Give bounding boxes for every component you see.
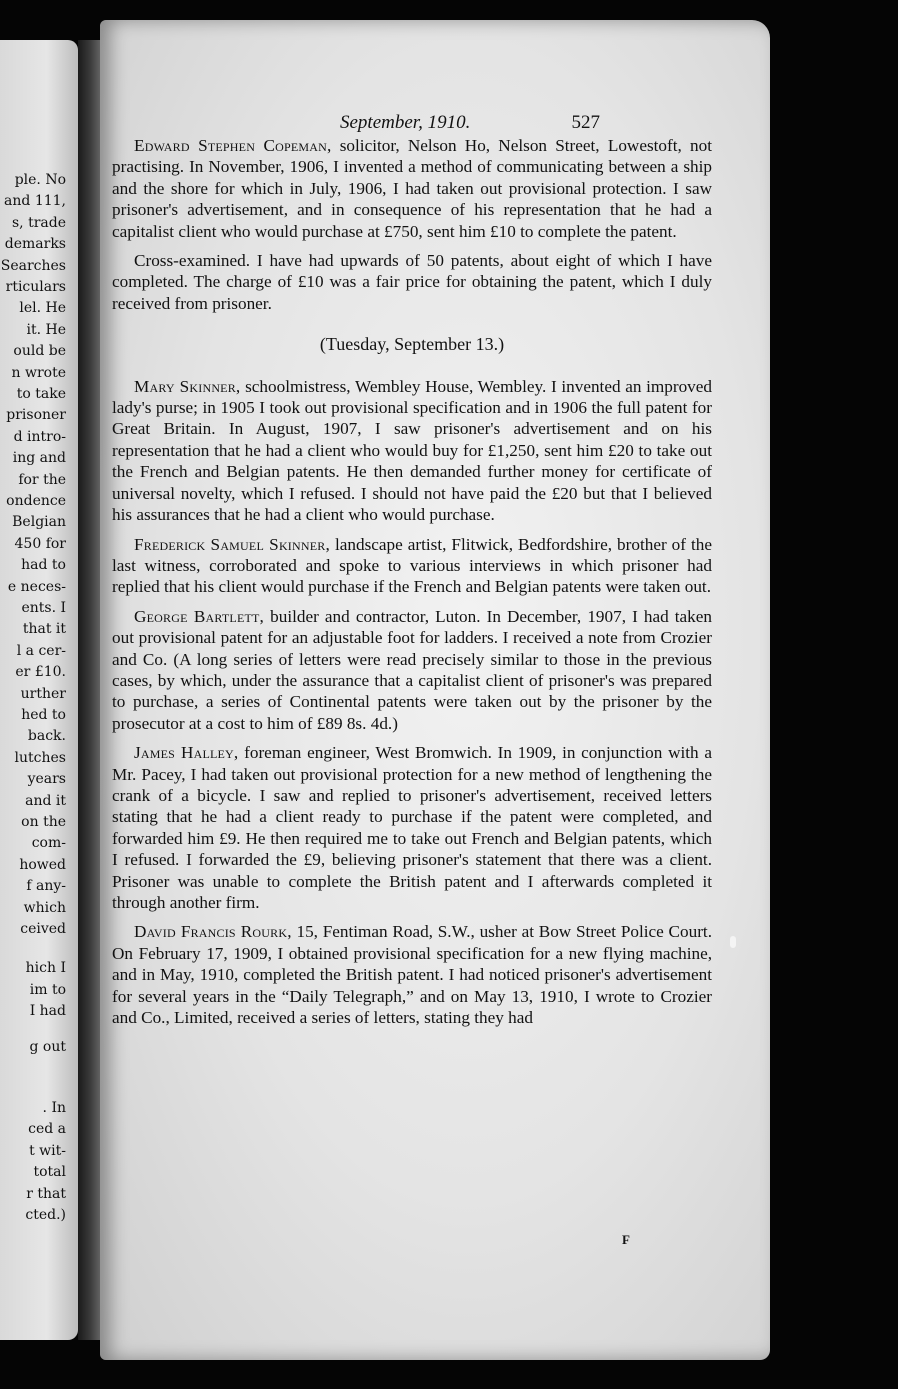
left-page-fragment: t wit- [29,1142,66,1159]
testimony-halley [112,742,712,913]
left-page-fragment: ing and [12,450,66,467]
left-page-fragment: ents. I [21,600,66,616]
left-page-fragment: for the [18,471,66,488]
testimony-text: builder and contractor, Luton. In December, 1907, I had taken out provisional patent for an adjustable foot for ladders. I received a note from Crozier and Co. (A long series of letters were read precisely similar to those in the previous cases, by which, under the assurance that a capitalist client of prisoner's was prepared to purchase, a series of Continental patents were taken out by the prisoner by the prosecutor at a cost to him of £89 8s. 4d.) [112,606,712,733]
cross-examination [112,250,712,314]
left-page-fragment: e neces- [7,578,66,595]
left-page-fragment: lutches [14,749,66,766]
testimony-text: schoolmistress, Wembley House, Wembley. I invented an improved lady's purse; in 1905 I took out provisional specification and in 1906 the full patent for Great Britain. In August, 1907, I saw prisoner's advertisement and on his representation that he had a client who would buy for £1,250, sent him £20 to take out the French and Belgian patents. He then demanded further money for certificate of universal novelty, which I refused. I should not have paid the £20 but that I believed his assurances that he had a client who would purchase. [112,376,712,525]
left-page-fragment: Searches [0,257,66,274]
witness-name: Edward Stephen Copeman, [134,136,332,155]
left-page-fragment: ould be [13,343,66,360]
left-page-fragment: ple. No [14,172,66,188]
left-page-fragment: im to [29,981,66,998]
testimony-text: Cross-examined. I have had upwards of 50 patents, about eight of which I have completed. The charge of £10 was a fair price for obtaining the patent, which I duly received from prisoner. [112,251,712,313]
left-page-fragment: had to [21,557,66,574]
main-page [100,20,770,1360]
left-page-fragment: it. He [26,321,66,338]
testimony-mary-skinner [112,376,712,526]
left-page-fragment: ced a [28,1121,66,1138]
testimony-rourk [112,921,712,1028]
left-page-fragment: 450 for [14,535,66,552]
page-body [112,135,712,1036]
running-head [100,112,700,136]
testimony-text: 15, Fentiman Road, S.W., usher at Bow Street Police Court. On February 17, 1909, I obtained provisional specification for a new flying machine, and in May, 1910, completed the British patent. I had noticed prisoner's advertisement for several years in the “Daily Telegraph,” and on May 13, 1910, I wrote to Crozier and Co., Limited, received a series of letters, stating they had [112,922,712,1028]
witness-name: David Francis Rourk, [134,922,292,942]
left-page-fragment: hed to [21,707,66,723]
left-facing-page [0,40,78,1340]
testimony-text: foreman engineer, West Bromwich. In 1909, in conjunction with a Mr. Pacey, I had taken out provisional protection for a new method of lengthening the crank of a bicycle. I saw and replied to prisoner's advertisement, received letters stating that he had a client ready to purchase if the patent were completed, and forwarded him £9. He then required me to take out French and Belgian patents, which I refused. I forwarded the £9, believing prisoner's statement that there was a client. Prisoner was unable to complete the British patent and I afterwards completed it through another firm. [112,743,712,912]
left-page-fragment: Belgian [12,514,66,531]
book-gutter [78,40,102,1340]
page-number: 527 [571,112,600,133]
testimony-frederick-skinner [112,534,712,598]
left-page-fragment: ondence [6,493,66,509]
witness-name: George Bartlett, [134,606,265,626]
left-page-fragment: f any- [26,878,66,895]
signature-mark: F [622,1232,630,1247]
testimony-text: solicitor, Nelson Ho, Nelson Street, Lowestoft, not practising. In November, 1906, I invented a method of communicating between a ship and the shore for which in July, 1906, I had taken out provisional protection. I saw prisoner's advertisement, and in consequence of his representation that he had a capitalist client who would purchase at £750, sent him £10 to complete the patent. [112,136,712,241]
left-page-fragment: g out [29,1038,66,1055]
left-page-fragment: demarks [4,236,66,253]
left-page-fragment: n wrote [11,364,66,381]
left-page-fragment: cted.) [25,1207,66,1223]
left-page-fragment: s, trade [12,214,66,231]
page-header-title: September, 1910. [340,112,471,133]
left-page-fragment: urther [20,685,66,702]
left-page-fragment: prisoner [6,407,66,424]
left-page-fragment: com- [31,835,66,852]
left-page-fragment: rticulars [5,279,66,295]
left-page-fragment: back. [27,728,66,745]
left-page-fragment: and it [25,792,66,809]
witness-name: James Halley, [134,743,239,763]
left-page-fragment: and 111, [4,193,66,210]
testimony-copeman [112,135,712,242]
testimony-text: landscape artist, Flitwick, Bedfordshire, brother of the last witness, corroborated and spoke to various interviews in which prisoner had replied that his client would purchase if the French and Belgian patents were taken out. [112,534,712,597]
date-heading: (Tuesday, September 13.) [319,334,505,355]
left-page-fragment: howed [19,856,66,873]
left-page-fragment: total [33,1164,66,1181]
left-page-fragment: . In [42,1100,66,1116]
left-page-fragment: which [23,899,66,916]
left-page-fragment: ceived [20,921,66,937]
left-page-fragment: to take [16,386,66,402]
left-page-fragment: on the [21,814,66,830]
left-page-fragment: l a cer- [16,642,66,659]
left-page-fragment: years [27,771,66,788]
left-page-fragment: hich I [25,960,66,977]
left-page-fragment: that it [22,621,66,638]
left-page-fragment: d intro- [13,428,66,445]
left-page-fragment: r that [26,1185,66,1202]
witness-name: Mary Skinner, [134,376,241,396]
left-page-fragment: lel. He [19,300,66,317]
scan-speck [730,936,736,948]
testimony-bartlett [112,606,712,734]
witness-name: Frederick Samuel Skinner, [134,534,330,554]
left-page-fragment: er £10. [15,664,66,681]
left-page-fragment: I had [29,1003,66,1020]
